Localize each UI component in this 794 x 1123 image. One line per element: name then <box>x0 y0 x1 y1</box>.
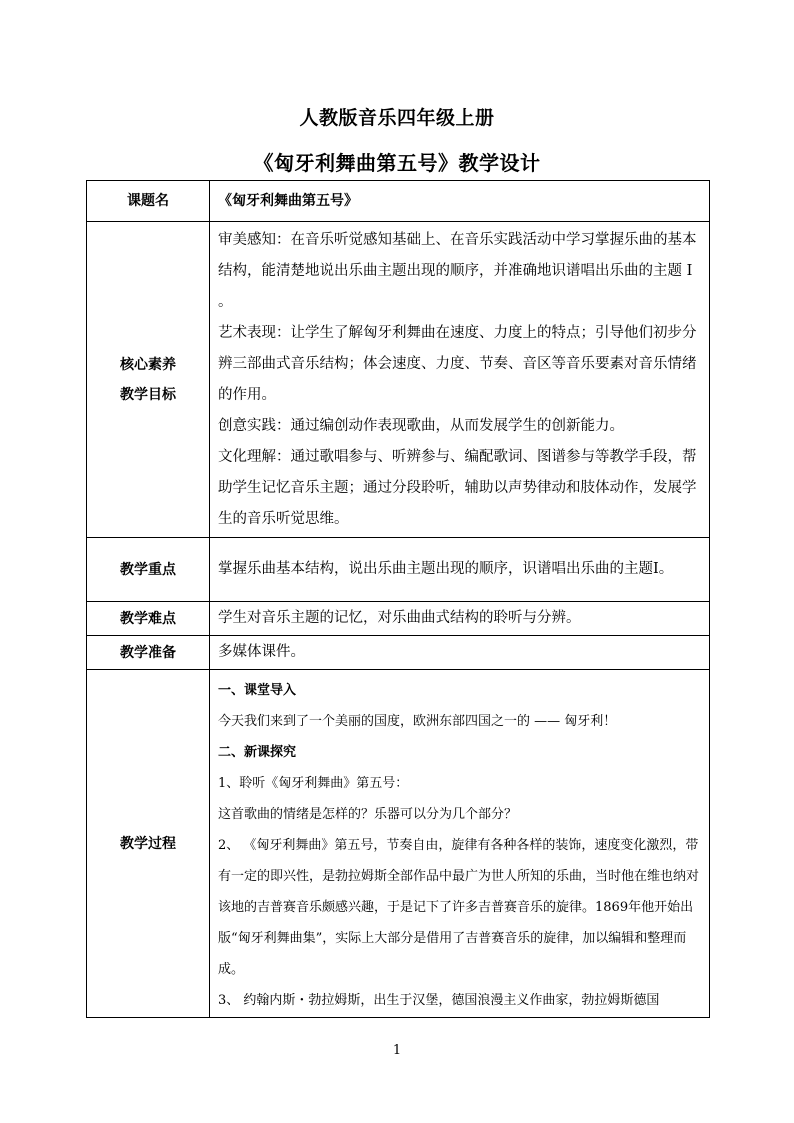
key-points-label: 教学重点 <box>87 538 210 602</box>
difficulties-label: 教学难点 <box>87 602 210 636</box>
goals-label: 核心素养 教学目标 <box>87 222 210 538</box>
table-row <box>87 670 710 1018</box>
document-subtitle: 《匈牙利舞曲第五号》教学设计 <box>253 151 541 175</box>
preparation-value: 多媒体课件。 <box>210 636 710 670</box>
difficulties-value: 学生对音乐主题的记忆，对乐曲曲式结构的聆听与分辨。 <box>210 602 710 636</box>
table-row <box>87 222 710 538</box>
key-points-value: 掌握乐曲基本结构，说出乐曲主题出现的顺序，识谱唱出乐曲的主题Ⅰ。 <box>210 538 710 602</box>
process-text: 1、聆听《匈牙利舞曲》第五号： <box>218 776 409 791</box>
process-text: 2、 《匈牙利舞曲》第五号，节奏自由，旋律有各种各样的装饰，速度变化激烈，带有一定的即兴性，是勃拉姆斯全部作品中最广为世人所知的乐曲，当时他在维也纳对该地的吉普赛音乐颇感兴趣，于是记下了许多吉普赛音乐的旋律。1869年他开始出版“匈牙利舞曲集”，实际上大部分是借用了吉普赛音乐的旋律，加以编辑和整理而成。 <box>218 838 700 977</box>
process-text: 今天我们来到了一个美丽的国度，欧洲东部四国之一的 —— 匈牙利！ <box>218 714 617 729</box>
process-text: 这首歌曲的情绪是怎样的？乐器可以分为几个部分？ <box>218 807 518 822</box>
table-row <box>87 181 710 222</box>
preparation-label: 教学准备 <box>87 636 210 670</box>
topic-label: 课题名 <box>87 181 210 222</box>
process-text: 3、 约翰内斯・勃拉姆斯，出生于汉堡，德国浪漫主义作曲家，勃拉姆斯德国 <box>218 993 660 1008</box>
section-heading: 一、课堂导入 <box>218 683 297 698</box>
process-label: 教学过程 <box>87 670 210 1018</box>
process-value <box>210 670 710 1018</box>
section-heading: 二、新课探究 <box>218 745 297 760</box>
goal-paragraph: 审美感知：在音乐听觉感知基础上、在音乐实践活动中学习掌握乐曲的基本结构，能清楚地说出乐曲主题出现的顺序，并准确地识谱唱出乐曲的主题 Ⅰ 。 <box>218 231 697 310</box>
document-title: 人教版音乐四年级上册 <box>299 107 495 129</box>
page-number: 1 <box>392 1043 402 1058</box>
goals-value <box>210 222 710 538</box>
lesson-plan-table <box>86 180 710 1018</box>
goal-paragraph: 文化理解：通过歌唱参与、听辨参与、编配歌词、图谱参与等教学手段，帮助学生记忆音乐主题；通过分段聆听，辅助以声势律动和肢体动作，发展学生的音乐听觉思维。 <box>218 448 697 527</box>
goal-paragraph: 创意实践：通过编创动作表现歌曲，从而发展学生的创新能力。 <box>218 417 624 434</box>
table-row <box>87 538 710 602</box>
goal-paragraph: 艺术表现：让学生了解匈牙利舞曲在速度、力度上的特点；引导他们初步分辨三部曲式音乐结构；体会速度、力度、节奏、音区等音乐要素对音乐情绪的作用。 <box>218 324 697 403</box>
table-row <box>87 636 710 670</box>
topic-value: 《匈牙利舞曲第五号》 <box>210 181 710 222</box>
table-row <box>87 602 710 636</box>
